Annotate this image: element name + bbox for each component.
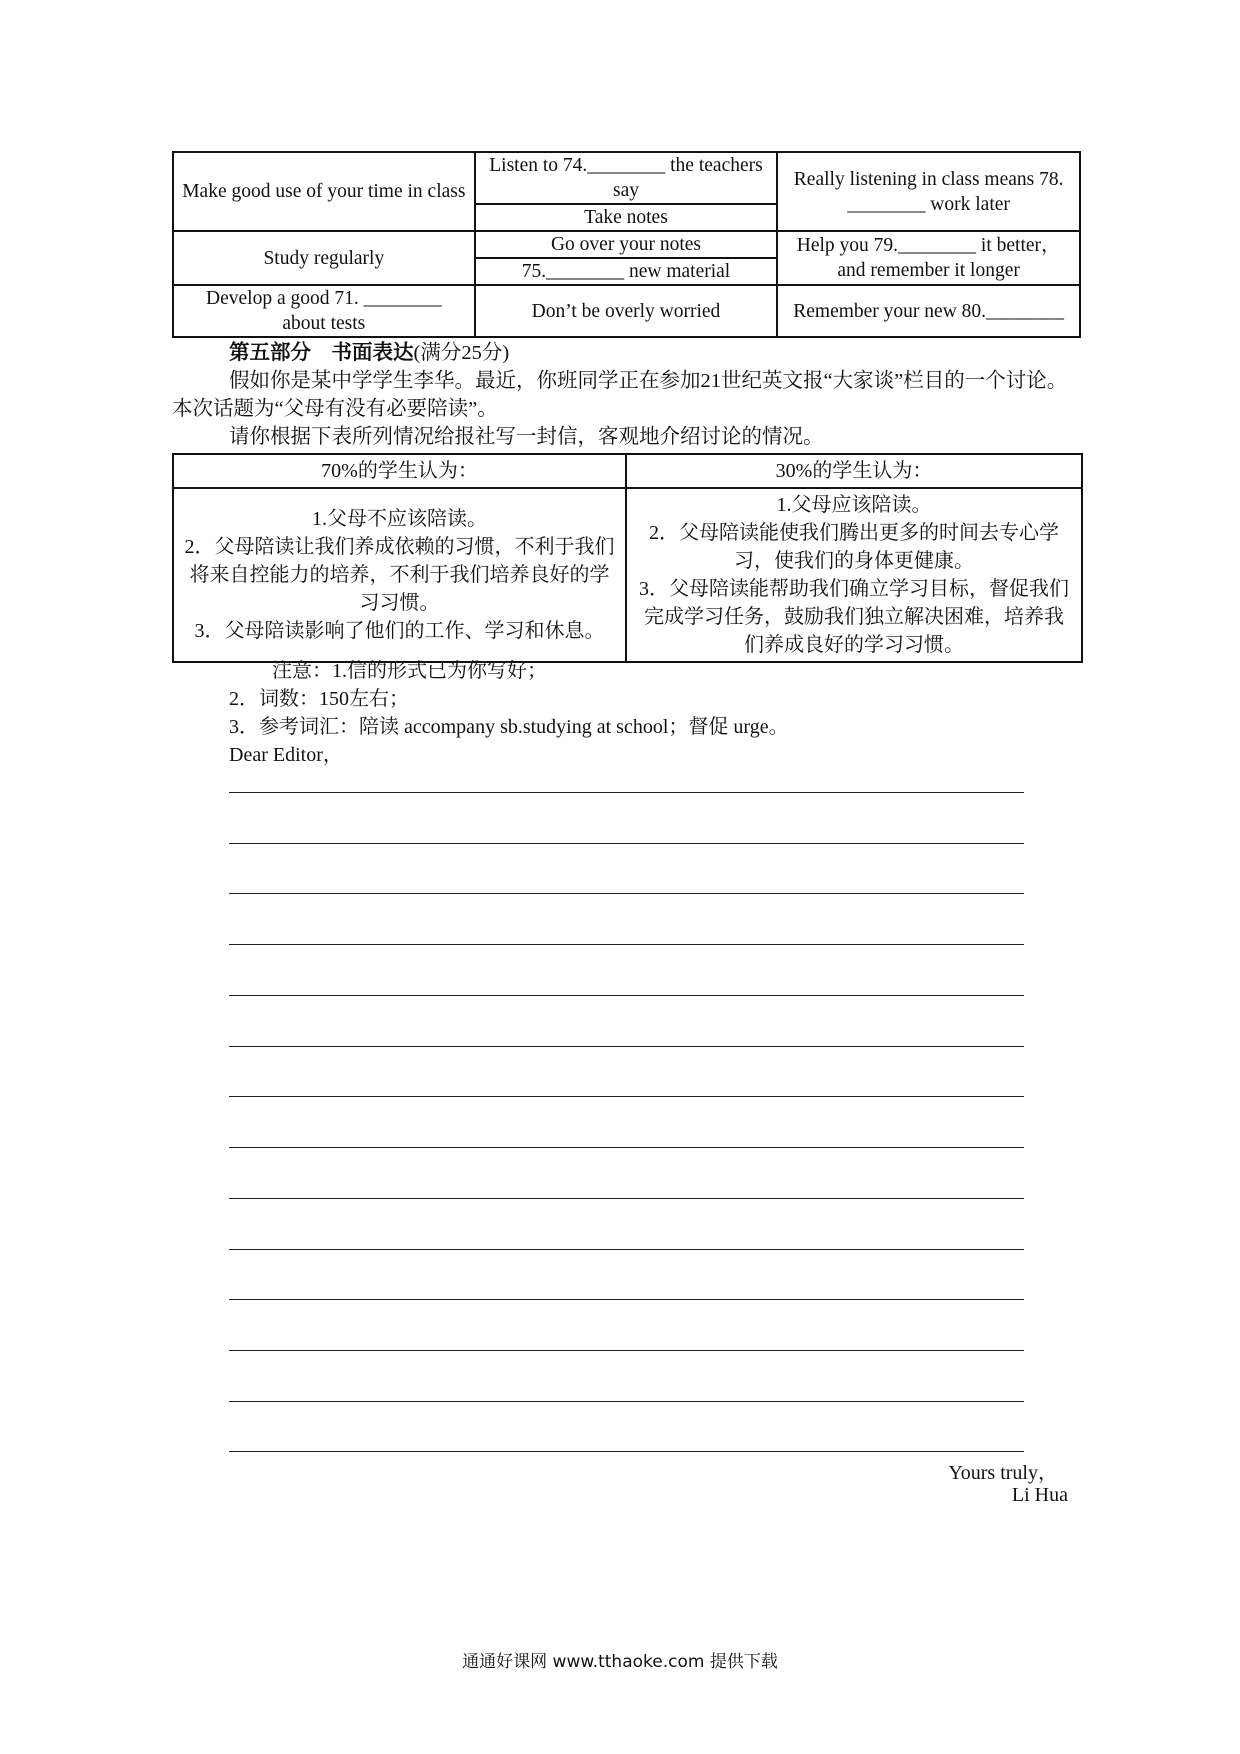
table-cell: Go over your notes	[475, 231, 778, 258]
right-header: 30%的学生认为：	[626, 454, 1082, 488]
list-item: 1.父母不应该陪读。	[312, 508, 487, 530]
page-footer: 通通好课网 www.tthaoke.com 提供下载	[462, 1652, 778, 1672]
study-tips-table	[172, 151, 1081, 338]
writing-line	[229, 995, 1024, 996]
opinion-table	[172, 453, 1083, 663]
writing-line	[229, 1350, 1024, 1351]
list-item: 2．父母陪读让我们养成依赖的习惯，不利于我们将来自控能力的培养，不利于我们培养良好的学习习惯。	[184, 536, 615, 614]
writing-line	[229, 1198, 1024, 1199]
writing-line	[229, 1299, 1024, 1300]
letter-signature: Li Hua	[1011, 1484, 1068, 1506]
list-item: 1.父母应该陪读。	[776, 494, 932, 516]
writing-line	[229, 1147, 1024, 1148]
section-score: (满分25分)	[413, 342, 510, 364]
list-item: 2．父母陪读能使我们腾出更多的时间去专心学习，使我们的身体更健康。	[649, 522, 1059, 572]
writing-line	[229, 792, 1024, 793]
list-item: 3．父母陪读影响了他们的工作、学习和休息。	[194, 620, 605, 642]
writing-line	[229, 944, 1024, 945]
writing-line	[229, 893, 1024, 894]
table-cell: Don’t be overly worried	[475, 285, 778, 337]
table-cell: Develop a good 71. ________ about tests	[173, 285, 475, 337]
writing-line	[229, 1046, 1024, 1047]
note-3: 3．参考词汇：陪读 accompany sb.studying at school；督促 urge。	[229, 716, 789, 738]
table-cell: Remember your new 80.________	[777, 285, 1080, 337]
table-cell: Study regularly	[173, 231, 475, 285]
letter-closing: Yours truly，	[948, 1462, 1058, 1484]
list-item: 3．父母陪读能帮助我们确立学习目标，督促我们完成学习任务，鼓励我们独立解决困难，培养我们养成良好的学习习惯。	[639, 578, 1069, 656]
writing-line	[229, 1401, 1024, 1402]
intro-paragraph: 假如你是某中学学生李华。最近，你班同学正在参加21世纪英文报“大家谈”栏目的一个讨论。本次话题为“父母有没有必要陪读”。	[172, 370, 1068, 420]
note-2: 2．词数：150左右；	[229, 688, 409, 710]
section-title: 第五部分 书面表达	[229, 342, 414, 364]
table-cell: Really listening in class means 78. ________ work later	[777, 152, 1080, 231]
table-cell: Take notes	[475, 204, 778, 231]
table-cell: 75.________ new material	[475, 258, 778, 285]
right-opinions	[626, 488, 1082, 662]
writing-line	[229, 1249, 1024, 1250]
note-1: 注意：1.信的形式已为你写好；	[272, 660, 547, 682]
writing-line	[229, 843, 1024, 844]
table-cell: Help you 79.________ it better，and remember it longer	[777, 231, 1080, 285]
instruction-paragraph: 请你根据下表所列情况给报社写一封信，客观地介绍讨论的情况。	[229, 426, 824, 448]
left-opinions	[173, 488, 626, 662]
letter-salutation: Dear Editor，	[229, 744, 343, 766]
writing-line	[229, 1451, 1024, 1452]
left-header: 70%的学生认为：	[173, 454, 626, 488]
section-heading	[229, 339, 1029, 367]
table-cell: Make good use of your time in class	[173, 152, 475, 231]
table-cell: Listen to 74.________ the teachers say	[475, 152, 778, 204]
writing-line	[229, 1096, 1024, 1097]
